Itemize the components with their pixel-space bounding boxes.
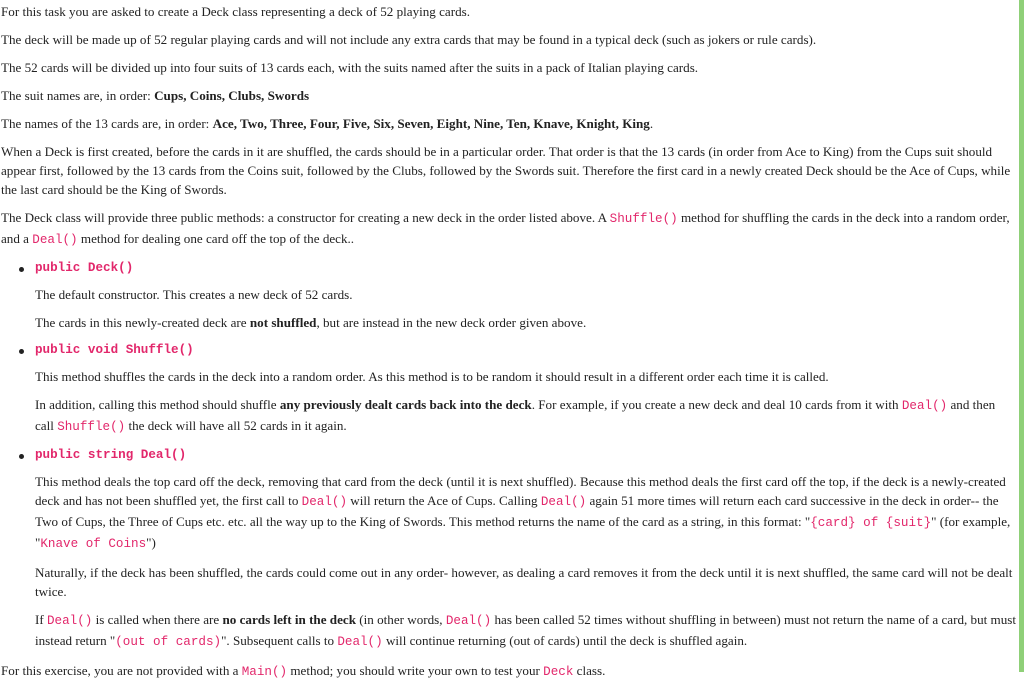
- code-shuffle: Shuffle(): [609, 212, 678, 226]
- code-deck: Deck: [543, 665, 574, 679]
- code-main: Main(): [241, 665, 288, 679]
- card-names-paragraph: The names of the 13 cards are, in order: Ace, Two, Three, Four, Five, Six, Seven, Eight, Nine, Ten, Knave, Knight, King.: [1, 116, 654, 131]
- method-signature: public void Shuffle(): [35, 343, 194, 357]
- method-signature: public Deck(): [35, 261, 134, 275]
- intro-paragraph: For this task you are asked to create a Deck class representing a deck of 52 playing cards.: [1, 4, 471, 19]
- closing-paragraph: For this exercise, you are not provided with a Main() method; you should write your own to test your Deck class.: [1, 663, 606, 679]
- suit-names-list: Cups, Coins, Clubs, Swords: [154, 88, 310, 103]
- method-list: [1, 259, 1017, 652]
- method-description: Naturally, if the deck has been shuffled, the cards could come out in any order- however, as dealing a card removes it from the deck until it is next shuffled, the same card will not be dealt twice.: [35, 565, 1013, 599]
- method-description: The cards in this newly-created deck are not shuffled, but are instead in the new deck order given above.: [35, 315, 587, 330]
- methods-overview-paragraph: The Deck class will provide three public methods: a constructor for creating a new deck in the order listed above. A Shuffle() method for shuffling the cards in the deck into a random order, and a Deal() method for dealing one card off the top of the deck..: [1, 210, 1010, 247]
- card-names-label: The names of the 13 cards are, in order:: [1, 116, 213, 131]
- suit-names-paragraph: [1, 86, 1017, 105]
- code-deal: Deal(): [32, 233, 78, 247]
- card-names-list: Ace, Two, Three, Four, Five, Six, Seven, Eight, Nine, Ten, Knave, Knight, King: [212, 116, 650, 131]
- suits-paragraph: The 52 cards will be divided up into four suits of 13 cards each, with the suits named after the suits in a pack of Italian playing cards.: [1, 60, 699, 75]
- method-deck-constructor: [35, 259, 1017, 332]
- method-description: The default constructor. This creates a new deck of 52 cards.: [35, 287, 353, 302]
- method-description: If Deal() is called when there are no cards left in the deck (in other words, Deal() has been called 52 times without shuffling in between) must not return the name of a card, but must instead return "(out of cards)". Subsequent calls to Deal() will continue returning (out of cards) until the deck is shuffled again.: [35, 612, 1017, 649]
- deck-order-paragraph: When a Deck is first created, before the cards in it are shuffled, the cards should be in a particular order. That order is that the 13 cards (in order from Ace to King) from the Cups suit should appear first, followed by the 13 cards from the Coins suit, followed by the Clubs, followed by the Swords suit. Therefore the first card in a newly created Deck should be the Ace of Cups, while the last card should be the King of Swords.: [1, 144, 1011, 197]
- method-deal: [35, 446, 1017, 652]
- method-description: This method deals the top card off the deck, removing that card from the deck (until it is next shuffled). Because this method deals the first card off the top, if the deck is a newly-created deck and has not been shuffled yet, the first call to Deal() will return the Ace of Cups. Calling Deal() again 51 more times will return each card successive in the deck in order-- the Two of Cups, the Three of Cups etc. etc. all the way up to the King of Swords. This method returns the name of the card as a string, in this format: "{card} of {suit}" (for example, "Knave of Coins"): [35, 474, 1011, 551]
- suit-names-label: The suit names are, in order:: [1, 88, 155, 103]
- method-signature: public string Deal(): [35, 448, 187, 462]
- method-description: This method shuffles the cards in the deck into a random order. As this method is to be random it should result in a different order each time it is called.: [35, 369, 829, 384]
- method-shuffle: [35, 341, 1017, 437]
- deck-composition-paragraph: The deck will be made up of 52 regular playing cards and will not include any extra cards that may be found in a typical deck (such as jokers or rule cards).: [1, 32, 817, 47]
- method-description: In addition, calling this method should shuffle any previously dealt cards back into the deck. For example, if you create a new deck and deal 10 cards from it with Deal() and then call Shuffle() the deck will have all 52 cards in it again.: [35, 397, 996, 434]
- scrollbar-edge: [1019, 0, 1024, 672]
